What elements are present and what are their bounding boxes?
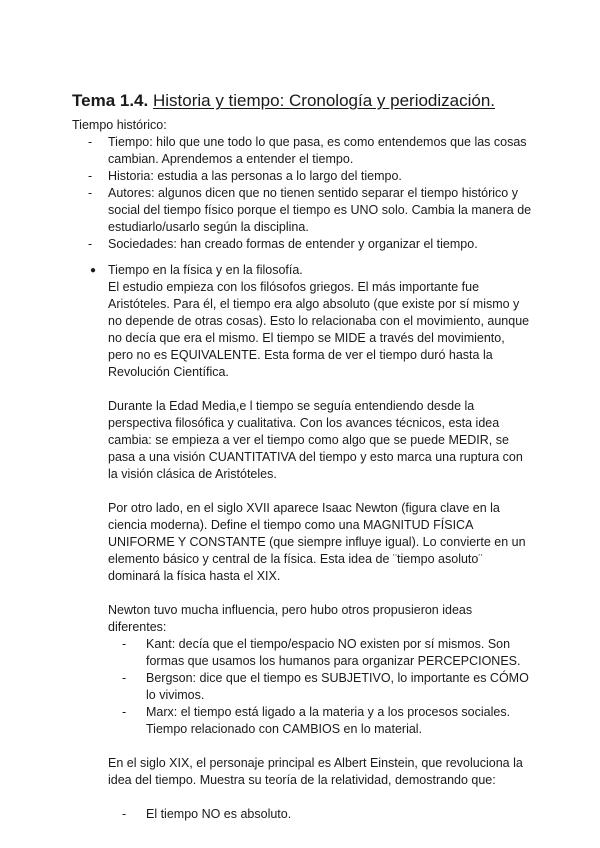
list-item [72, 168, 542, 185]
thinker-text: Kant: decía que el tiempo/espacio NO existen por sí mismos. Son formas que usamos los humanos para organizar PERCEPCIONES. [146, 637, 521, 668]
physics-philosophy-section [90, 262, 530, 823]
definitions-list [72, 134, 542, 253]
paragraph: Newton tuvo mucha influencia, pero hubo otros propusieron ideas diferentes: [108, 603, 473, 634]
definition-text: Tiempo: hilo que une todo lo que pasa, es como entendemos que las cosas cambian. Aprendemos a entender el tiempo. [108, 135, 527, 166]
dash-marker: - [122, 705, 127, 719]
dash-marker: - [122, 637, 127, 651]
bullet-item [90, 262, 530, 823]
dash-marker: - [88, 169, 93, 183]
thinker-text: Marx: el tiempo está ligado a la materia y a los procesos sociales. Tiempo relacionado con CAMBIOS en lo material. [146, 705, 511, 736]
paragraph: Durante la Edad Media,e l tiempo se seguía entendiendo desde la perspectiva filosófica y cualitativa. Con los avances técnicos, esta idea cambia: se empieza a ver el tiempo como algo que se puede MEDIR, se pasa a una visión CUANTITATIVA del tiempo y esto marca una ruptura con la visión clásica de Aristóteles. [108, 399, 523, 481]
dash-marker: - [122, 807, 127, 821]
einstein-list [108, 806, 530, 823]
topic-title: Historia y tiempo: Cronología y periodización. [152, 91, 496, 110]
definition-text: Autores: algunos dicen que no tienen sentido separar el tiempo histórico y social del tiempo físico porque el tiempo es UNO solo. Cambia la manera de estudiarlo/usarlo según la disciplina. [108, 186, 532, 234]
list-item [108, 636, 530, 670]
section-heading: Tiempo en la física y en la filosofía. [108, 263, 303, 277]
dash-marker: - [88, 135, 93, 149]
definition-text: Historia: estudia a las personas a lo largo del tiempo. [108, 169, 402, 183]
thinkers-list [108, 636, 530, 738]
list-item [72, 236, 542, 253]
einstein-point: El tiempo NO es absoluto. [146, 807, 292, 821]
list-item [108, 670, 530, 704]
definition-text: Sociedades: han creado formas de entender y organizar el tiempo. [108, 237, 478, 251]
paragraph: Por otro lado, en el siglo XVII aparece Isaac Newton (figura clave en la ciencia moderna). Define el tiempo como una MAGNITUD FÍSICA UNIFORME Y CONSTANTE (que siempre influye igual). Lo convierte en un elemento básico y central de la física. Esta idea de ¨tiempo asoluto¨ dominará la física hasta el XIX. [108, 501, 526, 583]
list-item [72, 185, 542, 236]
list-item [72, 134, 542, 168]
intro-label: Tiempo histórico: [72, 118, 167, 132]
paragraph: El estudio empieza con los filósofos griegos. El más importante fue Aristóteles. Para él, el tiempo era algo absoluto (que existe por sí mismo y no depende de otras cosas). Esto lo relacionaba con el movimiento, aunque no decía que era el mismo. El tiempo se MIDE a través del movimiento, pero no es EQUIVALENTE. Esta forma de ver el tiempo duró hasta la Revolución Científica. [108, 280, 530, 379]
paragraph: En el siglo XIX, el personaje principal es Albert Einstein, que revoluciona la idea del tiempo. Muestra su teoría de la relatividad, demostrando que: [108, 756, 523, 787]
dash-marker: - [88, 237, 93, 251]
dash-marker: - [88, 186, 93, 200]
list-item [108, 806, 530, 823]
page-title [72, 90, 495, 112]
dash-marker: - [122, 671, 127, 685]
thinker-text: Bergson: dice que el tiempo es SUBJETIVO, lo importante es CÓMO lo vivimos. [146, 671, 529, 702]
topic-number: Tema 1.4. [72, 91, 149, 110]
bullet-dot-icon: ● [90, 265, 97, 276]
list-item [108, 704, 530, 738]
